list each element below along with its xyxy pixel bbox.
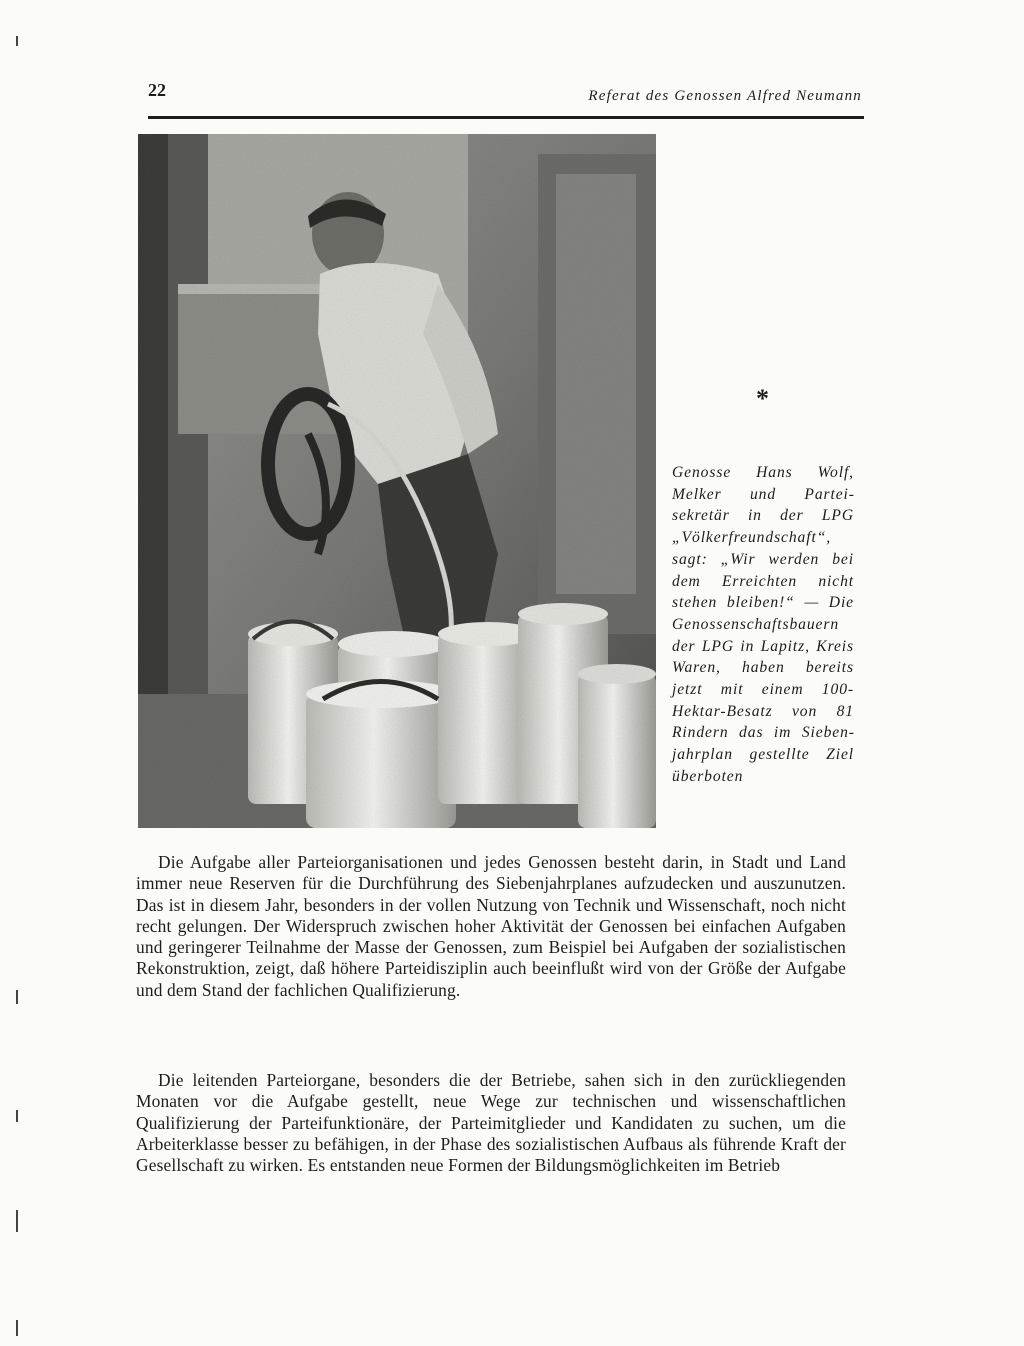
header-rule: [148, 116, 864, 119]
scan-margin-mark: [16, 36, 18, 46]
scan-margin-mark: [16, 1320, 18, 1336]
section-asterisk: *: [756, 384, 769, 413]
photo-caption: Genosse Hans Wolf, Melker und Parteisekretär in der LPG „Völkerfreundschaft“, sagt: „Wir werden bei dem Erreichten nicht stehen bleiben!“ — Die Genossenschaftsbauern der LPG in Lapitz, Kreis Waren, haben bereits jetzt mit einem 100-Hektar-Besatz von 81 Rindern das im Siebenjahrplan gestellte Ziel überboten: [672, 464, 854, 785]
scan-margin-mark: [16, 990, 18, 1004]
photo-milker-with-milk-cans: [138, 134, 656, 828]
scan-margin-mark: [16, 1110, 18, 1122]
body-paragraph-1: Die Aufgabe aller Parteiorganisationen und jedes Genossen besteht darin, in Stadt und Land immer neue Reserven für die Durchführung des Siebenjahrplanes aufzudecken und auszunutzen. Das ist in diesem Jahr, besonders in der vollen Nutzung von Technik und Wissenschaft, noch nicht recht gelungen. Der Widerspruch zwischen hoher Aktivität der Genossen bei einfachen Aufgaben und geringerer Teilnahme der Masse der Genossen, zum Beispiel bei Aufgaben der sozialistischen Rekonstruktion, zeigt, daß höhere Parteidisziplin auch beeinflußt wird von der Größe der Aufgabe und dem Stand der fachlichen Qualifizierung.: [136, 852, 846, 1000]
scan-margin-mark: [16, 1210, 18, 1232]
running-header: Referat des Genossen Alfred Neumann: [588, 88, 862, 104]
body-paragraph-2: Die leitenden Parteiorgane, besonders die der Betriebe, sahen sich in den zurückliegenden Monaten vor die Aufgabe gestellt, neue Wege zur technischen und wissenschaftlichen Qualifizierung der Parteifunktionäre, der Parteimitglieder und Kandidaten zu suchen, um die Arbeiterklasse besser zu befähigen, in der Phase des sozialistischen Aufbaus als führende Kraft der Gesellschaft zu wirken. Es entstanden neue Formen der Bildungsmöglichkeiten im Betrieb: [136, 1070, 846, 1176]
page-number: 22: [148, 80, 166, 100]
